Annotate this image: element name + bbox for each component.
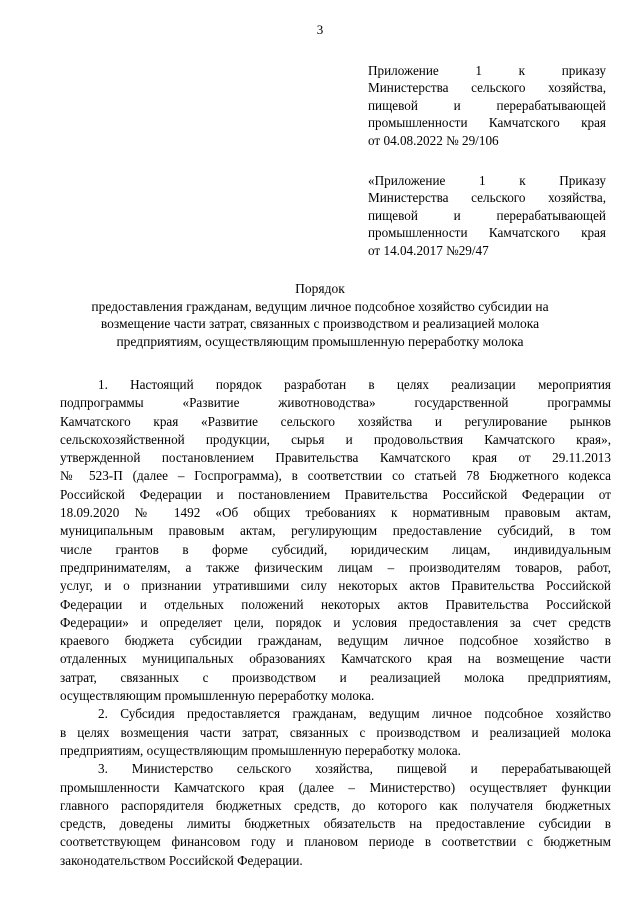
paragraph-2 — [60, 705, 611, 760]
appendix-line: пищевой и перерабатывающей — [368, 207, 606, 223]
paragraph-line: № 523-П (далее – Госпрограмма), в соответствии со статьей 78 Бюджетного кодекса — [60, 468, 611, 484]
paragraph-line: средств, доведены лимиты бюджетных обязательств на предоставление субсидии в — [60, 816, 611, 832]
paragraph-3 — [60, 760, 611, 870]
paragraph-line: затрат, связанных с производством и реализацией молока предприятиям, — [60, 669, 611, 685]
appendix-reference-original — [368, 172, 606, 259]
paragraph-line: подпрограммы «Развитие животноводства» государственной программы — [60, 395, 611, 411]
paragraph-line: в целях возмещения части затрат, связанных с производством и реализацией молока — [60, 724, 611, 740]
paragraph-line: осуществляющим промышленную переработку молока. — [60, 688, 375, 704]
appendix-line: «Приложение 1 к Приказу — [368, 173, 606, 188]
title-heading: Порядок — [295, 281, 345, 296]
paragraph-1 — [60, 376, 611, 705]
appendix-line: от 14.04.2017 №29/47 — [368, 242, 489, 258]
appendix-line: Министерства сельского хозяйства, — [368, 190, 606, 206]
paragraph-line: предпринимателям, а также физическим лицам – производителям товаров, работ, — [60, 559, 611, 575]
paragraph-line: 18.09.2020 № 1492 «Об общих требованиях к нормативным правовым актам, — [60, 505, 611, 521]
paragraph-line: предприятиям, осуществляющим промышленную переработку молока. — [60, 742, 461, 758]
paragraph-line: 2. Субсидия предоставляется гражданам, ведущим личное подсобное хозяйство — [98, 706, 611, 722]
page-number: 3 — [316, 22, 324, 37]
paragraph-line: законодательством Российской Федерации. — [60, 852, 303, 868]
paragraph-line: Российской Федерации и постановлением Правительства Российской Федерации от — [60, 486, 611, 502]
paragraph-line: муниципальным правовым актам, регулирующим предоставление субсидий, в том — [60, 523, 611, 539]
appendix-line: от 04.08.2022 № 29/106 — [368, 132, 499, 148]
paragraph-line: Федерации и отдельных положений некоторых актов Правительства Российской — [60, 596, 611, 612]
paragraph-line: услуг, и о признании утратившими силу некоторых актов Правительства Российской — [60, 578, 611, 594]
paragraph-line: сельскохозяйственной продукции, сырья и продовольствия Камчатского края», — [60, 431, 611, 447]
paragraph-line: 3. Министерство сельского хозяйства, пищевой и перерабатывающей — [98, 761, 611, 777]
paragraph-line: краевого бюджета субсидии гражданам, ведущим личное подсобное хозяйство в — [60, 633, 611, 649]
paragraph-line: главного распорядителя бюджетных средств, до которого как получателя бюджетных — [60, 797, 611, 813]
appendix-reference-current — [368, 62, 606, 149]
appendix-line: промышленности Камчатского края — [368, 225, 606, 241]
title-line: предприятиям, осуществляющим промышленную переработку молока — [116, 333, 524, 349]
appendix-line: промышленности Камчатского края — [368, 115, 606, 131]
paragraph-line: 1. Настоящий порядок разработан в целях реализации мероприятия — [98, 377, 611, 392]
paragraph-line: Камчатского края «Развитие сельского хозяйства и регулирование рынков — [60, 413, 611, 429]
appendix-line: Приложение 1 к приказу — [368, 63, 606, 78]
paragraph-line: утвержденной постановлением Правительства Камчатского края от 29.11.2013 — [60, 450, 611, 466]
paragraph-line: промышленности Камчатского края (далее – Министерство) осуществляет функции — [60, 779, 611, 795]
title-line: предоставления гражданам, ведущим личное подсобное хозяйство субсидии на — [91, 298, 549, 314]
title-line: возмещение части затрат, связанных с производством и реализацией молока — [100, 316, 540, 332]
paragraph-line: Федерации» и определяет цели, порядок и условия предоставления за счет средств — [60, 614, 611, 630]
paragraph-line: соответствующем финансовом году и плановом периоде в соответствии с бюджетным — [60, 834, 611, 850]
document-body — [60, 376, 611, 870]
paragraph-line: отдаленных муниципальных образованиях Камчатского края на возмещение части — [60, 651, 611, 667]
paragraph-line: числе грантов в форме субсидий, юридическим лицам, индивидуальным — [60, 541, 611, 557]
document-title — [48, 280, 592, 350]
appendix-line: пищевой и перерабатывающей — [368, 97, 606, 113]
appendix-line: Министерства сельского хозяйства, — [368, 80, 606, 96]
